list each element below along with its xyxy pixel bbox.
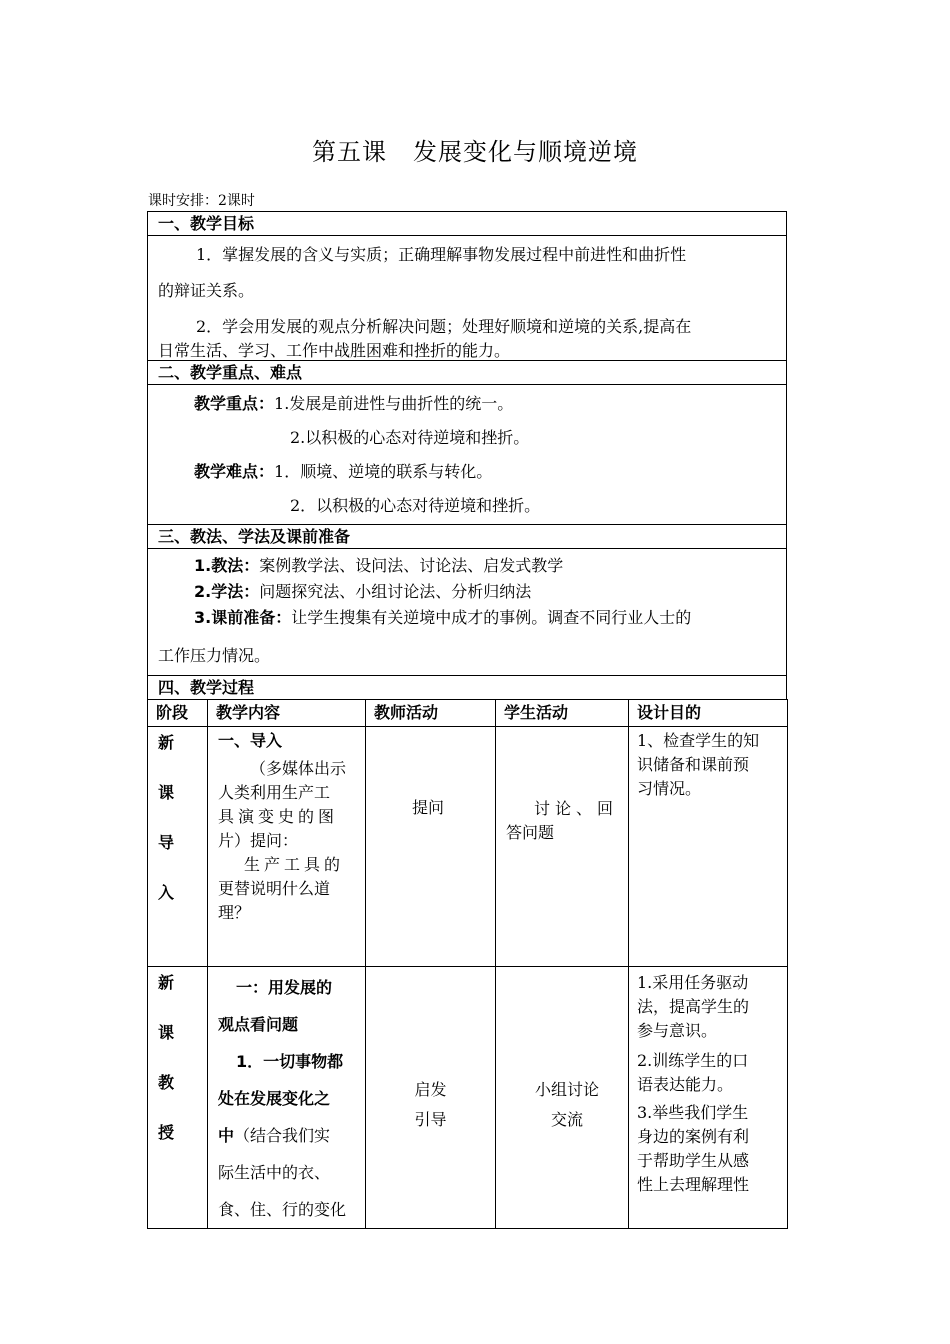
column-header: 学生活动 (496, 700, 629, 727)
section-process (147, 675, 787, 700)
teacher-cell: 提问 (366, 727, 496, 967)
schedule-note: 课时安排：2课时 (148, 193, 255, 209)
section-header: 一、教学目标 (148, 212, 786, 236)
table-row (148, 967, 788, 1229)
content-cell: 一：用发展的 观点看问题 1．一切事物都 处在发展变化之 中（结合我们实 际生活中的衣、 食、住、行的变化 (208, 967, 366, 1229)
objective-2: 2．学会用发展的观点分析解决问题；处理好顺境和逆境的关系,提高在 (196, 317, 692, 336)
method-teaching: 1.教法：案例教学法、设问法、讨论法、启发式教学 (194, 556, 564, 575)
objective-1: 1．掌握发展的含义与实质；正确理解事物发展过程中前进性和曲折性 (196, 245, 687, 264)
objective-1-cont: 的辩证关系。 (158, 281, 255, 300)
table-header-row (148, 700, 788, 727)
method-preparation-cont: 工作压力情况。 (158, 646, 271, 665)
column-header: 教学内容 (208, 700, 366, 727)
table-row (148, 727, 788, 967)
content-cell: 一、导入 （多媒体出示 人类利用生产工 具演变史的图 片）提问： 生产工具的 更替说明什么道 理？ (208, 727, 366, 967)
process-table (147, 699, 788, 1229)
key-point-1: 教学重点：1.发展是前进性与曲折性的统一。 (194, 394, 514, 413)
section-header: 三、教法、学法及课前准备 (148, 525, 786, 549)
student-cell: 小组讨论 交流 (496, 967, 629, 1229)
column-header: 阶段 (148, 700, 208, 727)
purpose-cell: 1、检查学生的知 识储备和课前预 习情况。 (629, 727, 788, 967)
stage-cell: 新 课 教 授 (148, 967, 208, 1229)
section-header: 四、教学过程 (158, 678, 255, 697)
page-title: 第五课 发展变化与顺境逆境 (312, 138, 638, 166)
section-header: 二、教学重点、难点 (148, 361, 786, 385)
purpose-cell: 1.采用任务驱动 法，提高学生的 参与意识。 2.训练学生的口 语表达能力。 3.举些我们学生 身边的案例有利 于帮助学生从感 性上去理解理性 (629, 967, 788, 1229)
objective-2-cont: 日常生活、学习、工作中战胜困难和挫折的能力。 (158, 341, 511, 360)
section-objectives (147, 211, 787, 361)
section-key-points (147, 360, 787, 525)
key-point-2: 2.以积极的心态对待逆境和挫折。 (290, 428, 530, 447)
method-preparation: 3.课前准备：让学生搜集有关逆境中成才的事例。调查不同行业人士的 (194, 608, 692, 627)
difficulty-1: 教学难点：1．顺境、逆境的联系与转化。 (194, 462, 493, 481)
stage-cell: 新 课 导 入 (148, 727, 208, 967)
method-learning: 2.学法：问题探究法、小组讨论法、分析归纳法 (194, 582, 532, 601)
teacher-cell: 启发 引导 (366, 967, 496, 1229)
section-methods (147, 524, 787, 676)
difficulty-2: 2．以积极的心态对待逆境和挫折。 (290, 496, 541, 515)
column-header: 教师活动 (366, 700, 496, 727)
student-cell: 讨论、回 答问题 (496, 727, 629, 967)
column-header: 设计目的 (629, 700, 788, 727)
